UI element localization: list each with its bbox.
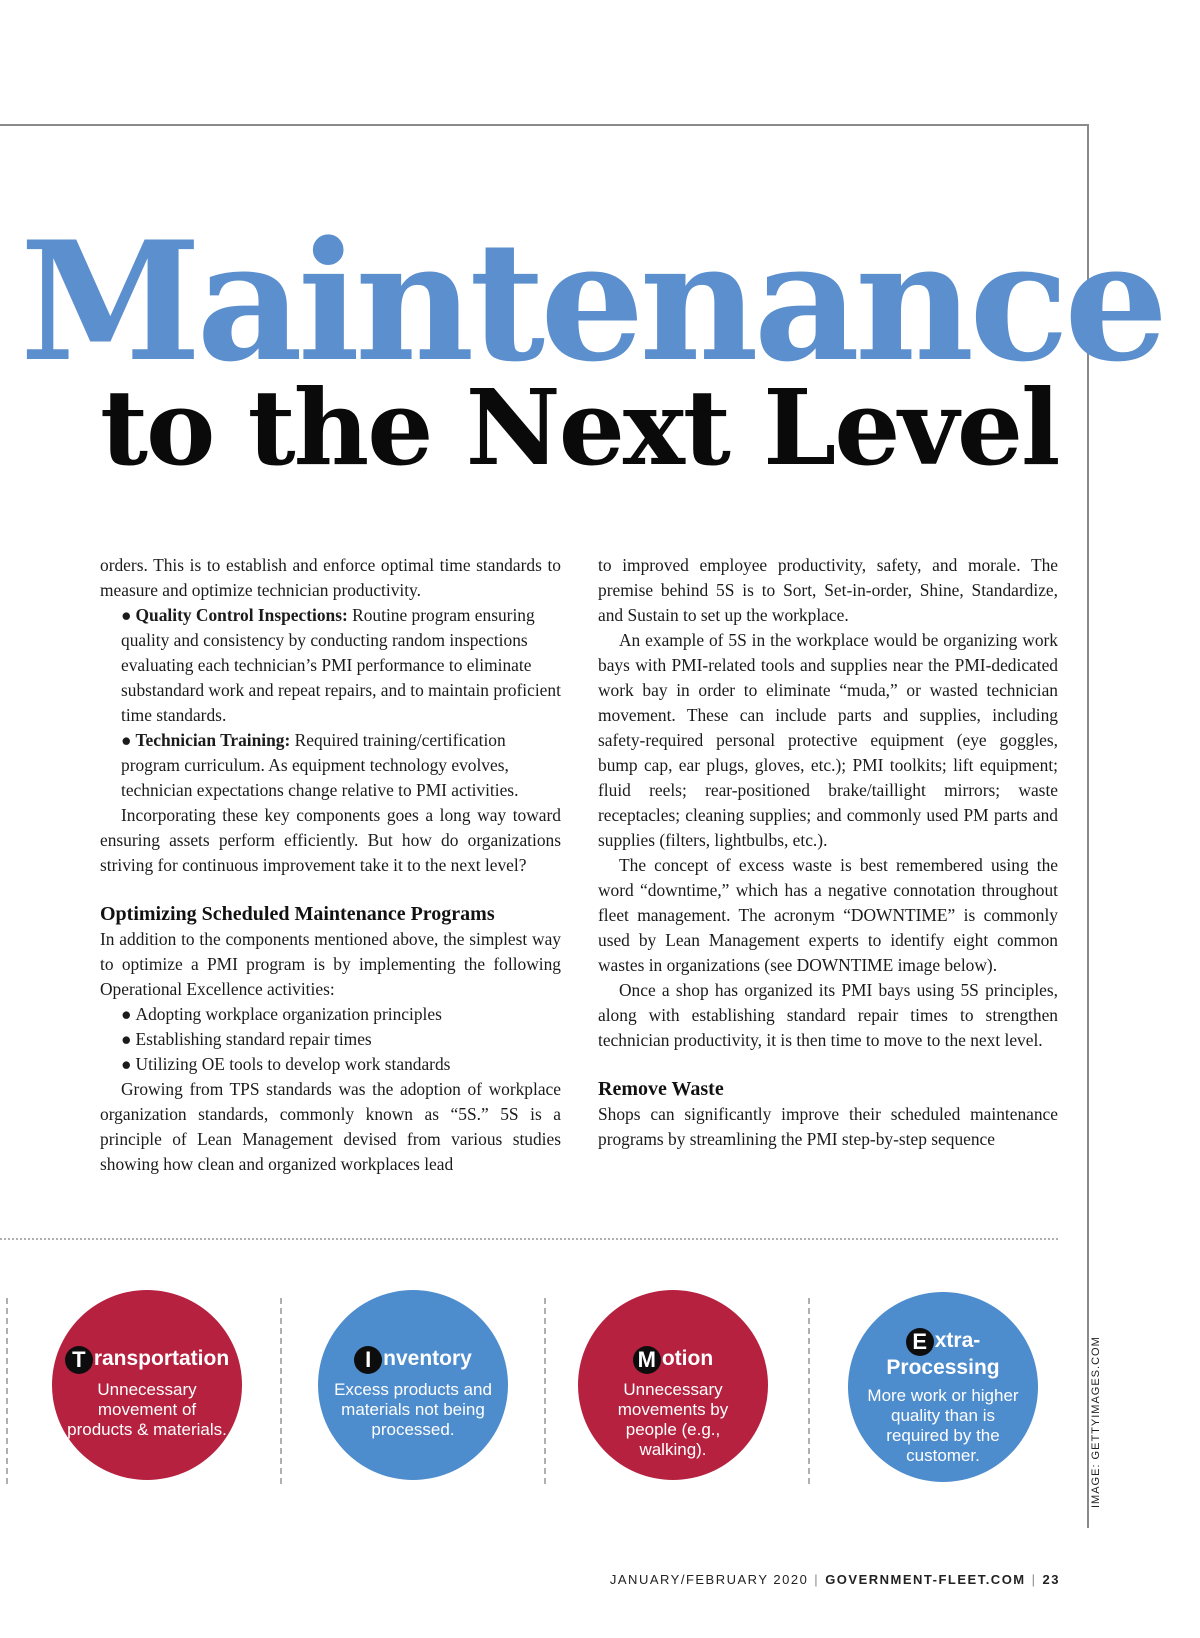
image-credit: IMAGE: GETTYIMAGES.COM bbox=[1090, 1336, 1102, 1508]
title-line-2: to the Next Level bbox=[100, 366, 1059, 489]
bullet-dot-icon: ● bbox=[121, 730, 132, 750]
waste-title: E xtra- bbox=[848, 1328, 1038, 1356]
list-item: ● Utilizing OE tools to develop work standards bbox=[121, 1054, 451, 1074]
list-item: ● Adopting workplace organization principles bbox=[121, 1004, 442, 1024]
graphic-separator bbox=[6, 1298, 8, 1484]
waste-title-line-2: Processing bbox=[886, 1356, 1000, 1379]
page-number: 23 bbox=[1042, 1572, 1060, 1587]
graphic-separator bbox=[808, 1298, 810, 1484]
waste-circle-transportation bbox=[52, 1290, 242, 1480]
right-para-5: Shops can significantly improve their scheduled maintenance programs by streamlining the PMI step-by-step sequence bbox=[598, 1104, 1058, 1149]
right-column bbox=[598, 553, 1058, 1152]
publication-site: GOVERNMENT-FLEET.COM bbox=[825, 1572, 1026, 1587]
left-para-4: Growing from TPS standards was the adoption of workplace organization standards, commonly known as “5S.” 5S is a principle of Lean Management devised from various studies showing how clean and organized workplaces lead bbox=[100, 1079, 561, 1174]
title-line-1: Maintenance bbox=[20, 205, 1164, 398]
right-para-1: to improved employee productivity, safety, and morale. The premise behind 5S is to Sort, Set-in-order, Shine, Standardize, and Sustain to set up the workplace. bbox=[598, 555, 1058, 625]
bullet-dot-icon: ● bbox=[121, 1054, 132, 1074]
bullet-dot-icon: ● bbox=[121, 605, 132, 625]
bullet-dot-icon: ● bbox=[121, 1029, 132, 1049]
quality-control-label: Quality Control Inspections: bbox=[135, 605, 348, 625]
graphic-top-divider bbox=[0, 1238, 1058, 1240]
waste-description: More work or higher quality than is required by the customer. bbox=[867, 1386, 1019, 1465]
footer-divider: | bbox=[814, 1572, 820, 1587]
page-footer bbox=[610, 1572, 1060, 1587]
technician-training-label: Technician Training: bbox=[135, 730, 291, 750]
graphic-separator bbox=[280, 1298, 282, 1484]
waste-circle-inventory bbox=[318, 1290, 508, 1480]
right-para-2: An example of 5S in the workplace would be organizing work bays with PMI-related tools and supplies near the PMI-dedicated work bay in order to eliminate “muda,” or wasted technician movement. These can include parts and supplies, including safety-required personal protective equipment (eye goggles, bump cap, ear plugs, gloves, etc.); PMI toolkits; lift equipment; fluid reels; rear-positioned brake/taillight mirrors; waste receptacles; cleaning supplies; and commonly used PM parts and supplies (filters, lightbulbs, etc.). bbox=[598, 630, 1058, 850]
left-para-1: orders. This is to establish and enforce optimal time standards to measure and optimize technician productivity. bbox=[100, 555, 561, 600]
waste-circle-motion bbox=[578, 1290, 768, 1480]
waste-description: Excess products and materials not being processed. bbox=[334, 1380, 492, 1439]
graphic-separator bbox=[544, 1298, 546, 1484]
left-column bbox=[100, 553, 561, 1177]
left-para-3: In addition to the components mentioned above, the simplest way to optimize a PMI program is by implementing the following Operational Excellence activities: bbox=[100, 929, 561, 999]
waste-circle-extra-processing bbox=[848, 1292, 1038, 1482]
left-para-2: Incorporating these key components goes a long way toward ensuring assets perform efficiently. But how do organizations striving for continuous improvement take it to the next level? bbox=[100, 805, 561, 875]
bullet-quality-control bbox=[100, 603, 561, 728]
issue-date: JANUARY/FEBRUARY 2020 bbox=[609, 1572, 809, 1587]
technician-training-text: Required training/certification program curriculum. As equipment technology evolves, technician expectations change relative to PMI activities. bbox=[121, 730, 519, 800]
right-para-3: The concept of excess waste is best remembered using the word “downtime,” which has a negative connotation throughout fleet management. The acronym “DOWNTIME” is commonly used by Lean Management experts to identify eight common wastes in organizations (see DOWNTIME image below). bbox=[598, 855, 1058, 975]
bullet-dot-icon: ● bbox=[121, 1004, 132, 1024]
section-heading-optimizing: Optimizing Scheduled Maintenance Programs bbox=[100, 903, 495, 925]
waste-description: Unnecessary movement of products & materials. bbox=[67, 1380, 227, 1439]
waste-title: I nventory bbox=[318, 1346, 508, 1374]
quality-control-text: Routine program ensuring quality and consistency by conducting random inspections evaluating each technician’s PMI performance to eliminate substandard work and repeat repairs, and to maintain proficient time standards. bbox=[121, 605, 561, 725]
right-para-4: Once a shop has organized its PMI bays using 5S principles, along with establishing standard repair times to strengthen technician productivity, it is then time to move to the next level. bbox=[598, 980, 1058, 1050]
bullet-technician-training bbox=[100, 728, 561, 803]
waste-description: Unnecessary movements by people (e.g., walking). bbox=[617, 1380, 729, 1459]
waste-title: T ransportation bbox=[52, 1346, 242, 1374]
frame-top-rule bbox=[0, 124, 1089, 126]
waste-title: M otion bbox=[578, 1346, 768, 1374]
list-item: ● Establishing standard repair times bbox=[121, 1029, 372, 1049]
footer-divider: | bbox=[1031, 1572, 1037, 1587]
section-heading-remove-waste: Remove Waste bbox=[598, 1078, 724, 1100]
